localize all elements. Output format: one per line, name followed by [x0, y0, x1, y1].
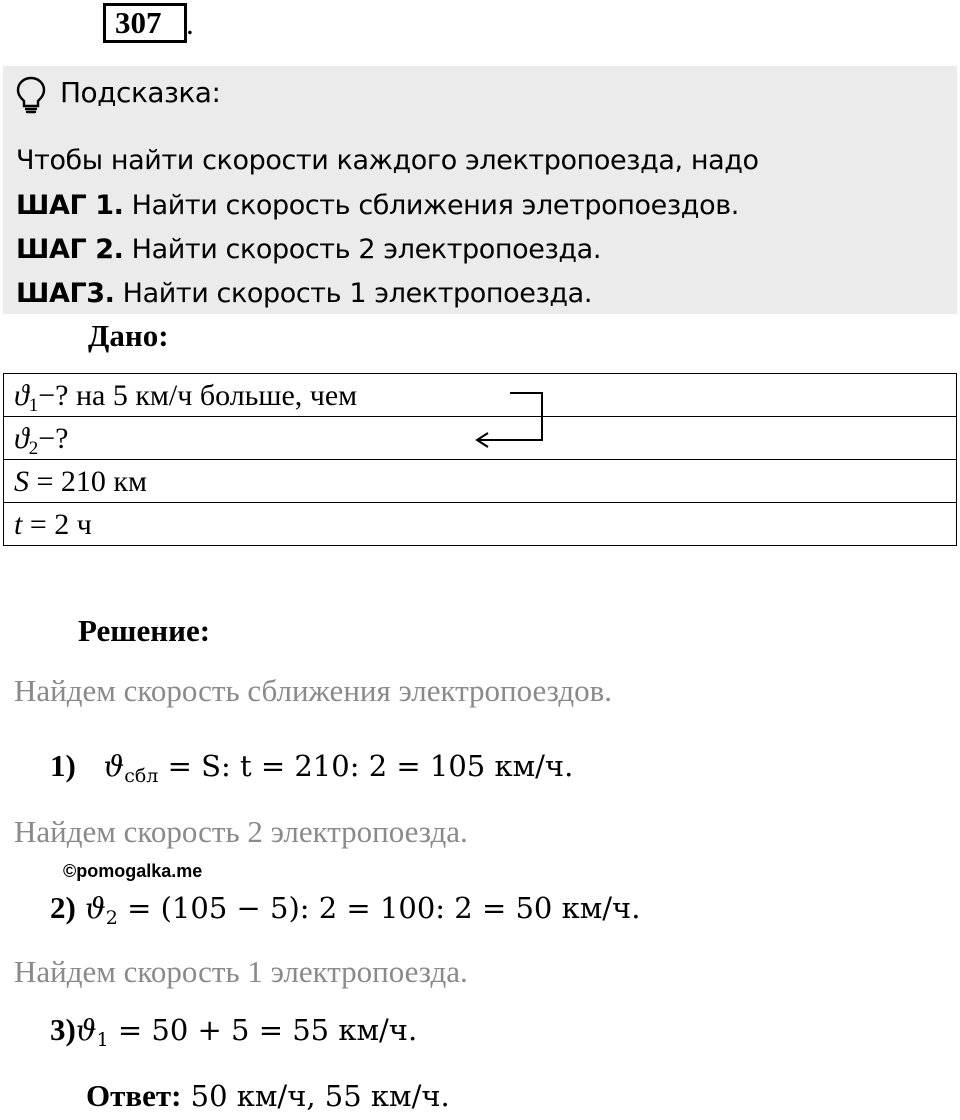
solution-note: Найдем скорость 2 электропоезда.: [14, 814, 468, 849]
solution-step-3: [50, 1012, 418, 1051]
row-text: −? на 5 км/ч больше, чем: [38, 379, 358, 412]
hint-step-label: ШАГ 2.: [16, 234, 124, 265]
variable: t: [14, 508, 23, 541]
hint-intro: Чтобы найти скорости каждого электропоезда, надо: [16, 145, 759, 176]
variable: ϑ: [14, 422, 29, 455]
hint-step-label: ШАГ3.: [16, 278, 115, 309]
subscript: 1: [28, 395, 39, 416]
subscript: 2: [105, 907, 118, 929]
subscript: 1: [96, 1029, 109, 1051]
expression: = (105 − 5): 2 = 100: 2 = 50 км/ч.: [117, 891, 641, 925]
given-heading: Дано:: [88, 318, 169, 353]
hint-step-text: Найти скорость 2 электропоезда.: [123, 234, 602, 265]
variable: ϑ: [14, 379, 29, 412]
step-label: 2): [50, 890, 76, 925]
variable: S: [14, 465, 29, 498]
answer-text: 50 км/ч, 55 км/ч.: [181, 1079, 450, 1113]
variable: ϑ: [103, 749, 125, 783]
task-number-dot: .: [186, 6, 194, 41]
given-row: [4, 503, 956, 546]
row-text: = 210 км: [29, 465, 147, 498]
solution-note: Найдем скорость сближения электропоездов.: [14, 673, 613, 708]
variable: ϑ: [85, 891, 106, 925]
expression: = S: t = 210: 2 = 105 км/ч.: [158, 749, 574, 783]
solution-step-2: [50, 890, 641, 929]
answer: [86, 1078, 450, 1114]
answer-label: Ответ:: [86, 1078, 182, 1113]
lightbulb-icon: [14, 75, 48, 115]
subscript: 2: [28, 438, 39, 459]
given-row: [4, 460, 956, 503]
solution-step-1: [50, 748, 574, 787]
hint-title: Подсказка:: [60, 76, 221, 109]
watermark: ©pomogalka.me: [63, 861, 203, 881]
hint-step-1: [16, 190, 739, 221]
hint-step-3: [16, 278, 592, 309]
task-number: 307: [103, 3, 187, 43]
step-label: 3): [50, 1012, 76, 1047]
step-label: 1): [50, 748, 76, 783]
solution-note: Найдем скорость 1 электропоезда.: [14, 954, 468, 989]
arrow-icon: [470, 388, 550, 448]
expression: = 50 + 5 = 55 км/ч.: [108, 1013, 418, 1047]
hint-step-text: Найти скорость 1 электропоезда.: [114, 278, 593, 309]
variable: ϑ: [75, 1013, 97, 1047]
hint-step-2: [16, 234, 601, 265]
hint-step-text: Найти скорость сближения элетропоездов.: [123, 190, 739, 221]
row-text: −?: [38, 422, 69, 455]
hint-step-label: ШАГ 1.: [16, 190, 124, 221]
solution-heading: Решение:: [78, 613, 211, 648]
subscript: сбл: [124, 765, 159, 787]
row-text: = 2 ч: [22, 508, 92, 541]
